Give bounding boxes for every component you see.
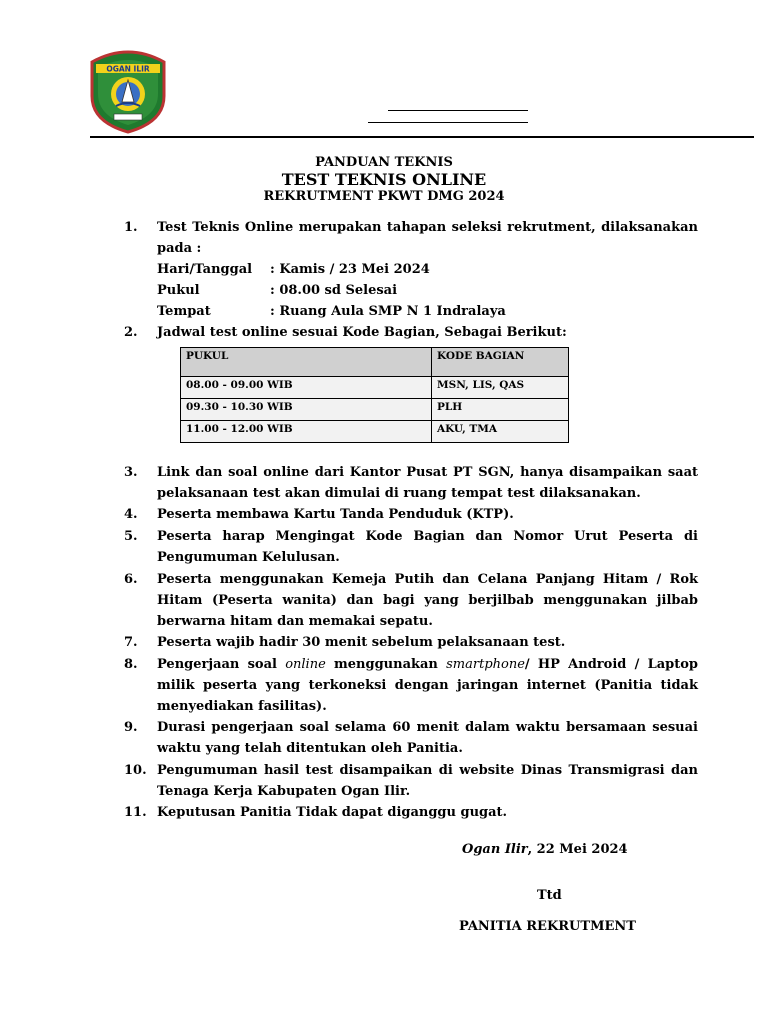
item-6-line-1: Peserta menggunakan Kemeja Putih dan Celana Panjang Hitam / Rok bbox=[157, 572, 698, 587]
item-5-line-1: Peserta harap Mengingat Kode Bagian dan Nomor Urut Peserta di bbox=[157, 529, 698, 544]
table-row bbox=[181, 377, 569, 399]
item-number: 7. bbox=[124, 635, 138, 650]
ttd: Ttd bbox=[537, 888, 562, 903]
cell-pukul: 09.30 - 10.30 WIB bbox=[181, 399, 432, 421]
item-8-line-2: milik peserta yang terkoneksi dengan jaringan internet (Panitia tidak bbox=[157, 678, 698, 693]
item-3-line-2: pelaksanaan test akan dimulai di ruang tempat test dilaksanakan. bbox=[157, 486, 641, 501]
item-number: 10. bbox=[124, 763, 147, 778]
item-number: 11. bbox=[124, 805, 147, 820]
item-number: 3. bbox=[124, 465, 138, 480]
item-11-line: Keputusan Panitia Tidak dapat diganggu gugat. bbox=[157, 805, 508, 820]
ogan-ilir-emblem bbox=[88, 44, 168, 134]
item-7-line: Peserta wajib hadir 30 menit sebelum pelaksanaan test. bbox=[157, 635, 566, 650]
item-5-line-2: Pengumuman Kelulusan. bbox=[157, 550, 340, 565]
cell-pukul: 11.00 - 12.00 WIB bbox=[181, 421, 432, 443]
title-test-teknis: TEST TEKNIS ONLINE bbox=[281, 170, 487, 189]
header-rule-short-1 bbox=[388, 110, 528, 111]
title-rekrutment: REKRUTMENT PKWT DMG 2024 bbox=[263, 189, 505, 204]
date: , 22 Mei 2024 bbox=[527, 842, 628, 857]
item-10-line-1: Pengumuman hasil test disampaikan di website Dinas Transmigrasi dan bbox=[157, 763, 698, 778]
item-number: 1. bbox=[124, 220, 138, 235]
cell-kode: MSN, LIS, QAS bbox=[432, 377, 569, 399]
table-row bbox=[181, 421, 569, 443]
item-6-line-3: berwarna hitam dan memakai sepatu. bbox=[157, 614, 433, 629]
tempat-label: Tempat bbox=[157, 304, 211, 319]
item-8-text-c: / HP Android / Laptop bbox=[524, 657, 698, 672]
pukul-value: : 08.00 sd Selesai bbox=[270, 283, 398, 298]
header-rule-long bbox=[90, 136, 754, 138]
table-row bbox=[181, 399, 569, 421]
item-number: 5. bbox=[124, 529, 138, 544]
item-3-line-1: Link dan soal online dari Kantor Pusat PT SGN, hanya disampaikan saat bbox=[157, 465, 698, 480]
item-8-smartphone: smartphone bbox=[446, 657, 525, 672]
item-8-text-a: Pengerjaan soal bbox=[157, 657, 286, 672]
table-header-row bbox=[181, 348, 569, 377]
place-date bbox=[462, 840, 628, 860]
item-4-line: Peserta membawa Kartu Tanda Penduduk (KTP). bbox=[157, 507, 514, 522]
schedule-table bbox=[180, 347, 569, 443]
item-8-line-3: menyediakan fasilitas). bbox=[157, 699, 327, 714]
item-9-line-1: Durasi pengerjaan soal selama 60 menit dalam waktu bersamaan sesuai bbox=[157, 720, 698, 735]
hari-value: : Kamis / 23 Mei 2024 bbox=[270, 262, 430, 277]
item-10-line-2: Tenaga Kerja Kabupaten Ogan Ilir. bbox=[157, 784, 411, 799]
place: Ogan Ilir bbox=[462, 842, 528, 857]
header-rule-short-2 bbox=[368, 122, 528, 123]
item-8-text-b: menggunakan bbox=[325, 657, 447, 672]
item-2-line: Jadwal test online sesuai Kode Bagian, Sebagai Berikut: bbox=[157, 325, 567, 340]
item-1-line-2: pada : bbox=[157, 241, 202, 256]
hari-label: Hari/Tanggal bbox=[157, 262, 253, 277]
header-kode-bagian: KODE BAGIAN bbox=[432, 348, 569, 377]
item-number: 2. bbox=[124, 325, 138, 340]
tempat-value: : Ruang Aula SMP N 1 Indralaya bbox=[270, 304, 506, 319]
pukul-label: Pukul bbox=[157, 283, 200, 298]
header-pukul: PUKUL bbox=[181, 348, 432, 377]
item-1-line-1: Test Teknis Online merupakan tahapan seleksi rekrutment, dilaksanakan bbox=[157, 220, 698, 235]
title-panduan: PANDUAN TEKNIS bbox=[315, 155, 453, 170]
item-number: 9. bbox=[124, 720, 138, 735]
item-9-line-2: waktu yang telah ditentukan oleh Panitia. bbox=[157, 741, 463, 756]
item-8-online: online bbox=[285, 657, 326, 672]
item-number: 8. bbox=[124, 657, 138, 672]
item-6-line-2: Hitam (Peserta wanita) dan bagi yang berjilbab menggunakan jilbab bbox=[157, 593, 698, 608]
cell-pukul: 08.00 - 09.00 WIB bbox=[181, 377, 432, 399]
item-8-line-1 bbox=[157, 655, 698, 675]
emblem-text: OGAN ILIR bbox=[106, 64, 150, 74]
cell-kode: PLH bbox=[432, 399, 569, 421]
item-number: 6. bbox=[124, 572, 138, 587]
signer: PANITIA REKRUTMENT bbox=[459, 919, 636, 934]
cell-kode: AKU, TMA bbox=[432, 421, 569, 443]
item-number: 4. bbox=[124, 507, 138, 522]
